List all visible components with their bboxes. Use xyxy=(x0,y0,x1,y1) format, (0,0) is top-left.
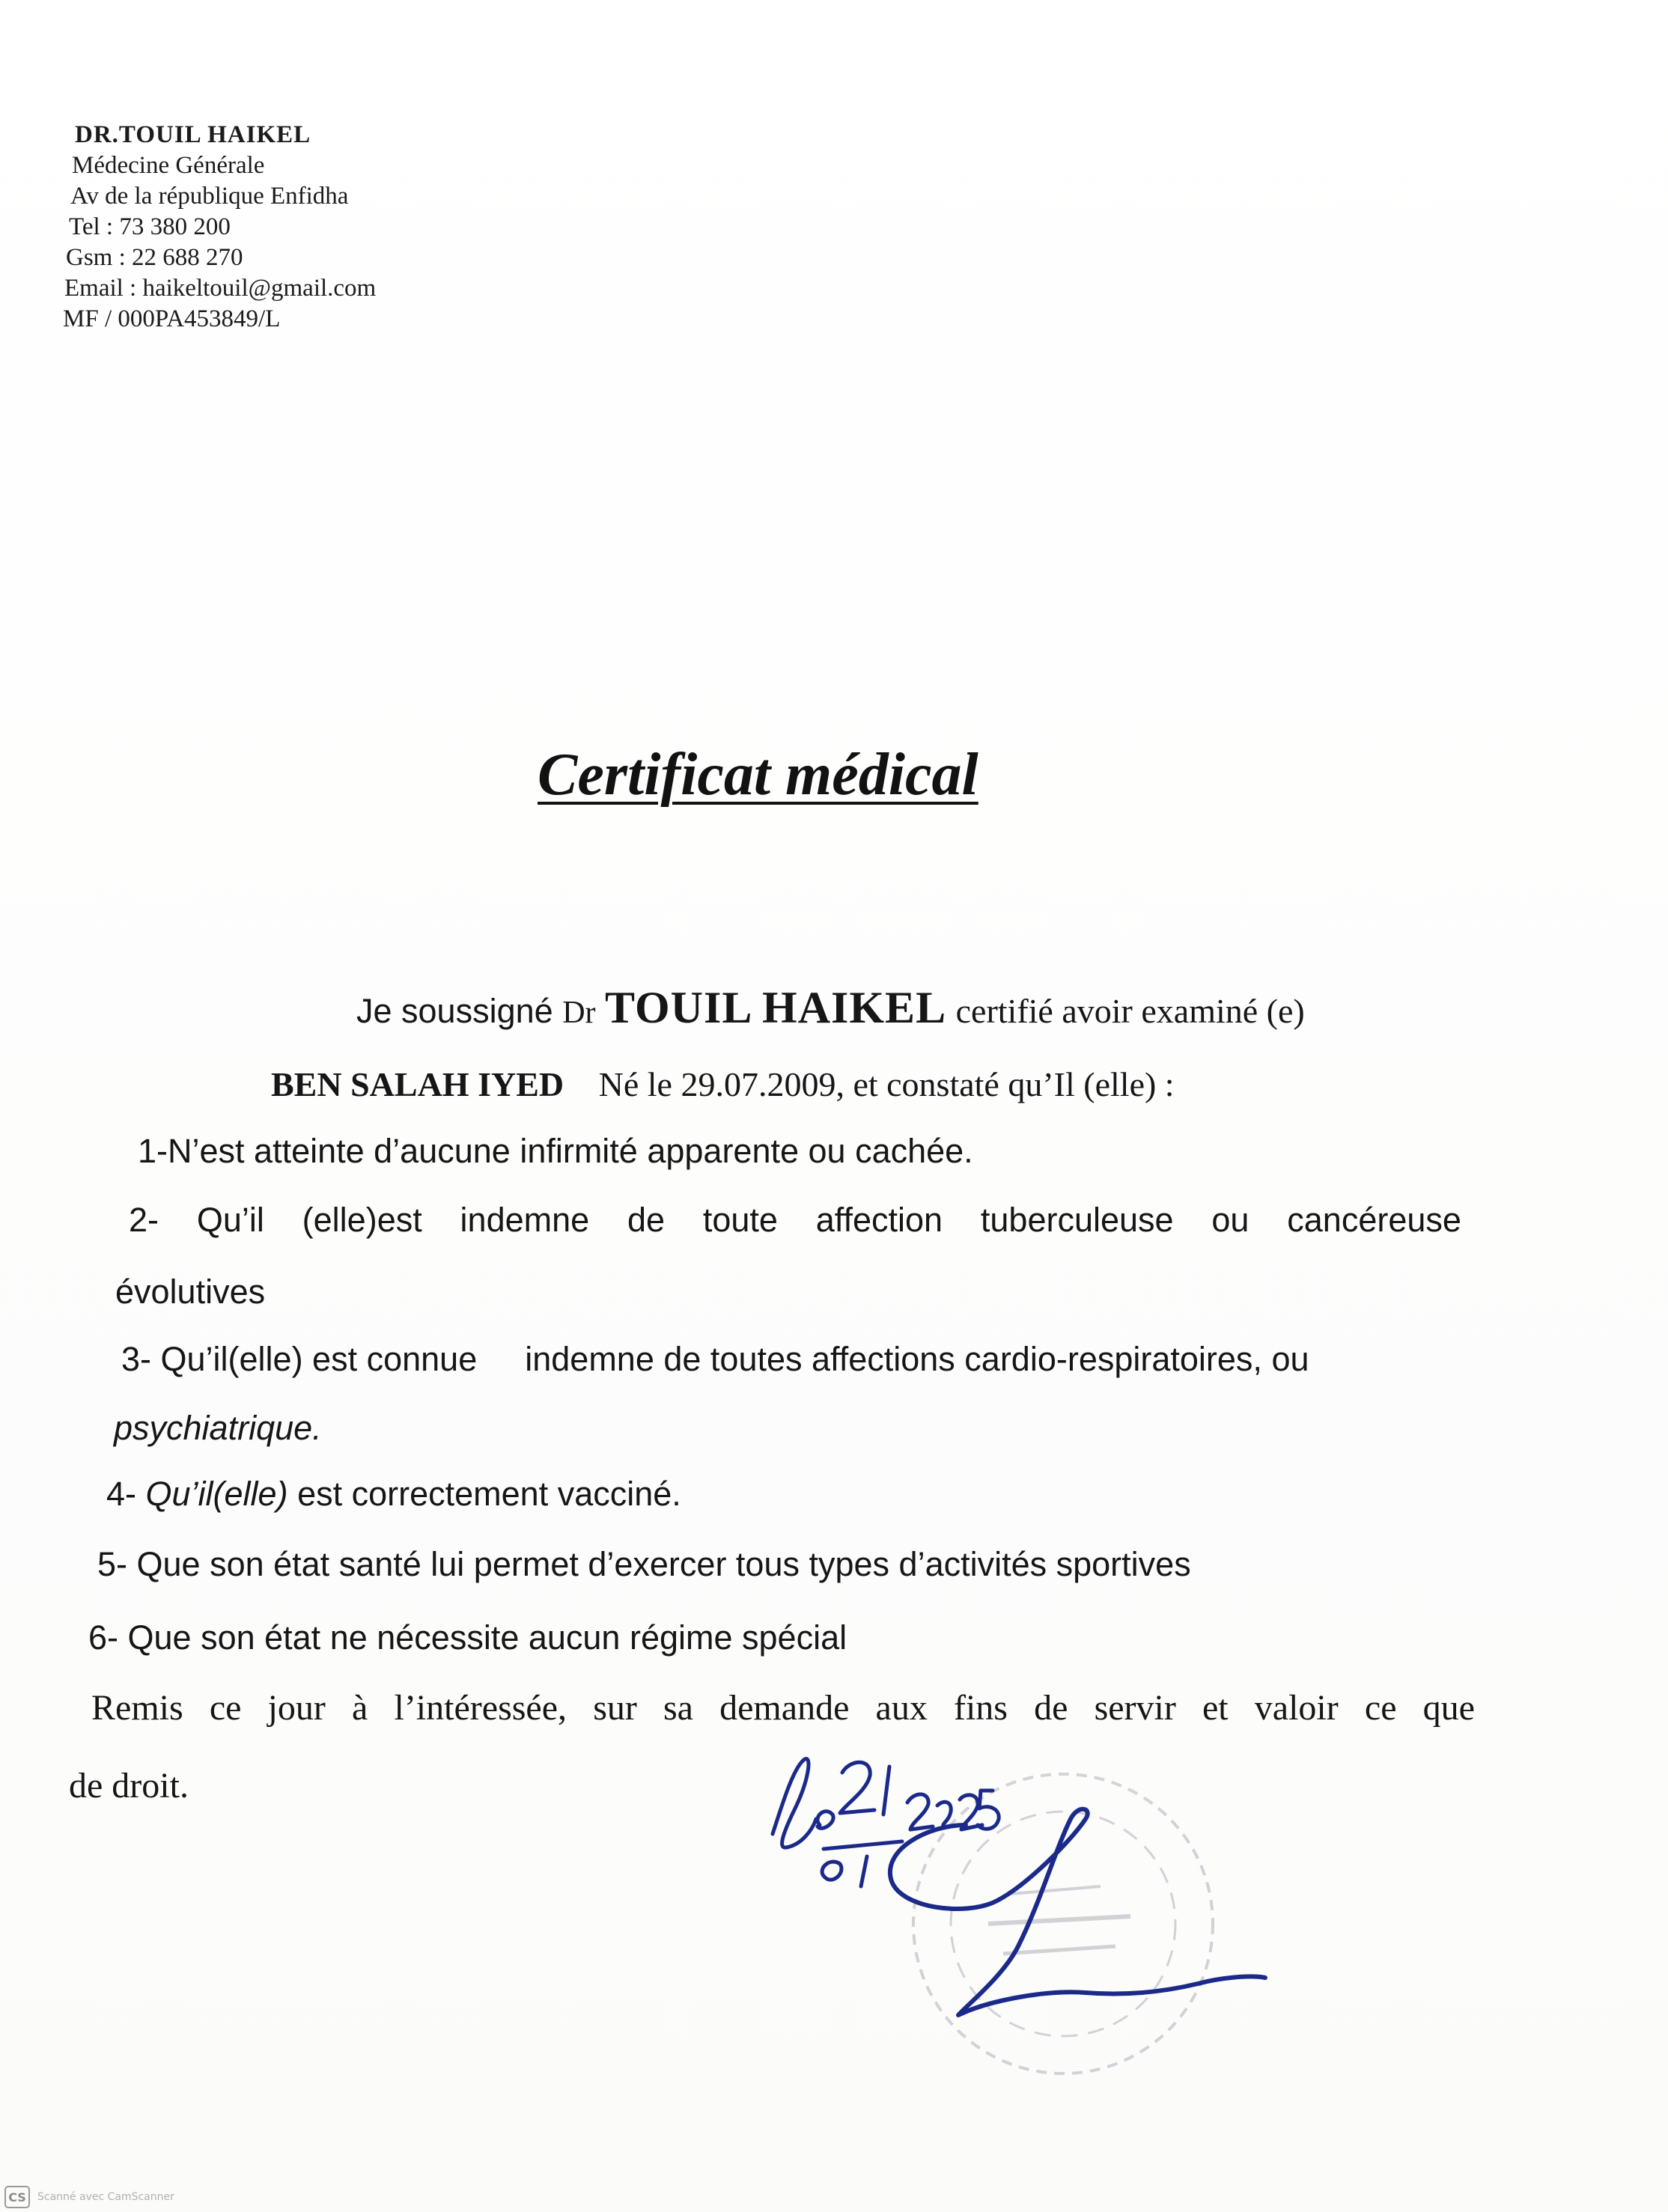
intro-dr: Dr xyxy=(562,996,596,1030)
doctor-stamp xyxy=(913,1774,1213,2074)
closing-word: à xyxy=(352,1688,368,1728)
signature-and-stamp xyxy=(741,1737,1415,2081)
closing-word: que xyxy=(1422,1688,1475,1728)
doctor-signature xyxy=(890,1809,1265,2015)
item-2-word: affection xyxy=(815,1201,943,1239)
closing-word: sa xyxy=(663,1688,693,1728)
item-4-number: 4- xyxy=(106,1475,146,1513)
closing-word: et xyxy=(1202,1688,1229,1728)
item-3-part-a: 3- Qu’il(elle) est connue xyxy=(121,1340,478,1378)
closing-word: de xyxy=(1034,1688,1068,1728)
closing-word: aux xyxy=(875,1688,928,1728)
item-3-part-b: indemne de toutes affections cardio-respiratoires, ou xyxy=(525,1340,1309,1378)
closing-word: demande xyxy=(719,1688,850,1728)
doctor-letterhead xyxy=(64,120,376,335)
item-2-word: toute xyxy=(702,1201,778,1239)
item-2-word: (elle)est xyxy=(302,1201,422,1239)
letterhead-specialty: Médecine Générale xyxy=(72,152,265,179)
item-3 xyxy=(121,1340,1449,1379)
letterhead-gsm: Gsm : 22 688 270 xyxy=(66,244,243,271)
camscanner-watermark xyxy=(4,2186,174,2208)
patient-name: BEN SALAH IYED xyxy=(271,1065,564,1103)
item-2-word: ou xyxy=(1211,1201,1250,1239)
item-2-word: cancéreuse xyxy=(1287,1201,1461,1239)
item-2-continuation: évolutives xyxy=(115,1273,266,1311)
closing-word: servir xyxy=(1094,1688,1176,1728)
item-4-text: est correctement vacciné. xyxy=(287,1475,681,1513)
intro-line-2 xyxy=(271,1064,1175,1104)
letterhead-email: Email : haikeltouil@gmail.com xyxy=(64,275,377,302)
closing-word: fins xyxy=(953,1688,1008,1728)
closing-word: valoir xyxy=(1254,1688,1339,1728)
letterhead-mf: MF / 000PA453849/L xyxy=(63,305,281,332)
intro-line-1 xyxy=(356,982,1305,1034)
item-2-word: 2- xyxy=(129,1201,159,1239)
item-1: 1-N’est atteinte d’aucune infirmité apparente ou cachée. xyxy=(138,1132,973,1170)
intro-prefix: Je soussigné xyxy=(356,992,553,1030)
intro-doctor-name: TOUIL HAIKEL xyxy=(605,983,947,1032)
item-4-subject: Qu’il(elle) xyxy=(145,1475,288,1513)
item-2-word: Qu’il xyxy=(196,1201,264,1239)
closing-line xyxy=(91,1687,1475,1728)
item-2 xyxy=(129,1201,1461,1240)
signature-svg xyxy=(741,1737,1415,2081)
item-3-continuation: psychiatrique. xyxy=(114,1409,322,1447)
letterhead-doctor-name: DR.TOUIL HAIKEL xyxy=(75,121,311,148)
closing-word: jour xyxy=(267,1688,326,1728)
item-5: 5- Que son état santé lui permet d’exercer tous types d’activités sportives xyxy=(97,1545,1191,1583)
letterhead-tel: Tel : 73 380 200 xyxy=(69,213,231,240)
patient-birth: Né le 29.07.2009, et constaté qu’Il (elle) : xyxy=(598,1065,1175,1103)
item-2-word: indemne xyxy=(460,1201,590,1239)
camscanner-text: Scanné avec CamScanner xyxy=(37,2191,174,2203)
closing-word: ce xyxy=(209,1688,242,1728)
closing-word: ce xyxy=(1364,1688,1397,1728)
closing-continuation: de droit. xyxy=(69,1766,189,1806)
item-4 xyxy=(106,1475,681,1514)
intro-certify: certifié avoir examiné (e) xyxy=(955,992,1305,1030)
letterhead-address: Av de la république Enfidha xyxy=(70,183,349,210)
item-6: 6- Que son état ne nécessite aucun régime spécial xyxy=(88,1618,847,1657)
closing-word: Remis xyxy=(91,1688,183,1728)
camscanner-logo: CS xyxy=(4,2186,30,2208)
document-title: Certificat médical xyxy=(538,742,978,808)
item-2-word: de xyxy=(627,1201,666,1239)
closing-word: sur xyxy=(593,1688,637,1728)
item-2-word: tuberculeuse xyxy=(980,1201,1174,1239)
closing-word: l’intéressée, xyxy=(394,1688,567,1728)
